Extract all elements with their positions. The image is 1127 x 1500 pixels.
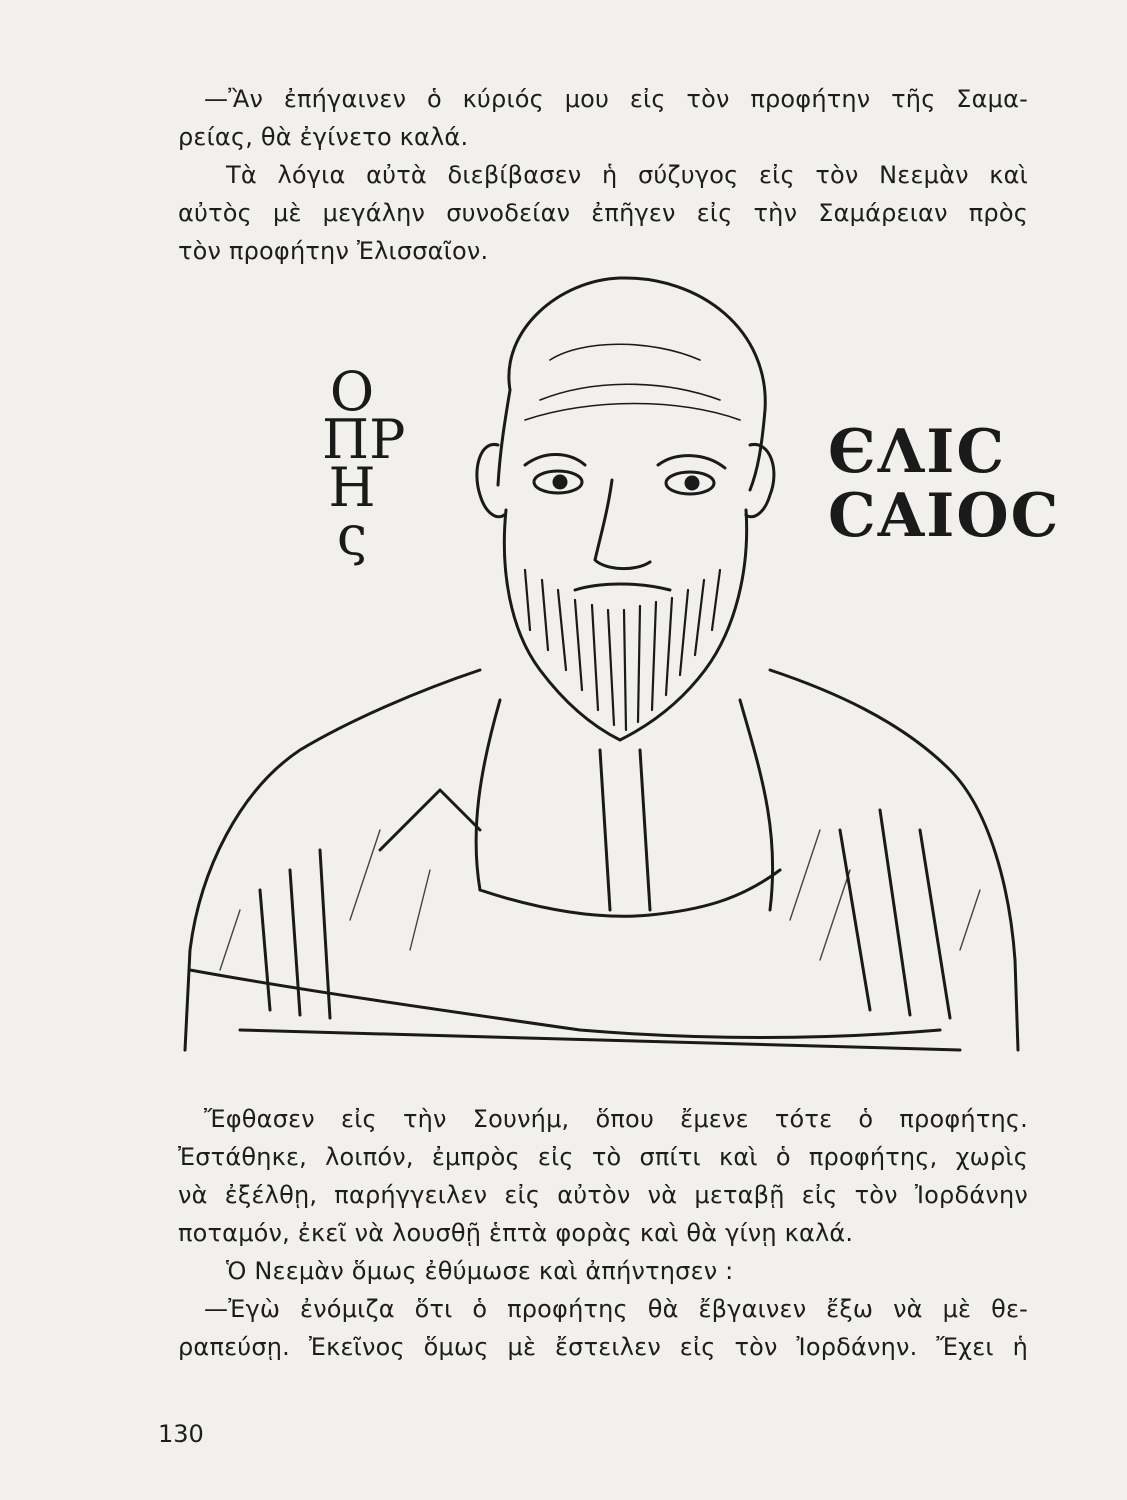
name-inscription-line: CΑΙΟC (828, 481, 1061, 551)
bottom-text-block (178, 1100, 1028, 1366)
text-line: τὸν προφήτην Ἐλισσαῖον. (178, 237, 489, 265)
text-line: Ἐστάθηκε, λοιπόν, ἐμπρὸς εἰς τὸ σπίτι καὶ ὁ προφήτης, χωρὶς (178, 1143, 1028, 1171)
inscription-letter: ς (336, 504, 368, 567)
text-line: Ὁ Νεεμὰν ὅμως ἐθύμωσε καὶ ἀπήντησεν : (226, 1257, 734, 1285)
name-inscription-line: ЄΛΙC (828, 417, 1007, 487)
inscription-letter: Η (328, 456, 376, 519)
page-number: 130 (158, 1420, 204, 1448)
top-text-block (178, 80, 1028, 270)
text-line: ρείας, θὰ ἐγίνετο καλά. (178, 123, 469, 151)
title-inscription-vertical (322, 360, 406, 567)
prophet-elisha-icon (180, 270, 1061, 1090)
name-inscription (828, 417, 1061, 551)
text-line: ραπεύσῃ. Ἐκεῖνος ὅμως μὲ ἔστειλεν εἰς τὸν Ἰορδάνην. Ἔχει ἡ (178, 1333, 1028, 1361)
inscription-letter: Ο (329, 360, 375, 423)
text-line: —Ἂν ἐπήγαινεν ὁ κύριός μου εἰς τὸν προφήτην τῆς Σαμα- (204, 85, 1028, 113)
text-line: Τὰ λόγια αὐτὰ διεβίβασεν ἡ σύζυγος εἰς τὸν Νεεμὰν καὶ (226, 161, 1028, 189)
text-line: Ἔφθασεν εἰς τὴν Σουνήμ, ὅπου ἔμενε τότε ὁ προφήτης. (204, 1105, 1028, 1133)
inscription-letter: ΠΡ (322, 408, 406, 471)
text-line: ποταμόν, ἐκεῖ νὰ λουσθῇ ἑπτὰ φορὰς καὶ θὰ γίνῃ καλά. (178, 1219, 854, 1247)
text-line: —Ἐγὼ ἐνόμιζα ὅτι ὁ προφήτης θὰ ἔβγαινεν ἔξω νὰ μὲ θε- (204, 1295, 1028, 1323)
text-line: αὐτὸς μὲ μεγάλην συνοδείαν ἐπῆγεν εἰς τὴν Σαμάρειαν πρὸς (178, 199, 1028, 227)
text-line: νὰ ἐξέλθῃ, παρήγγειλεν εἰς αὐτὸν νὰ μεταβῇ εἰς τὸν Ἰορδάνην (178, 1181, 1028, 1209)
